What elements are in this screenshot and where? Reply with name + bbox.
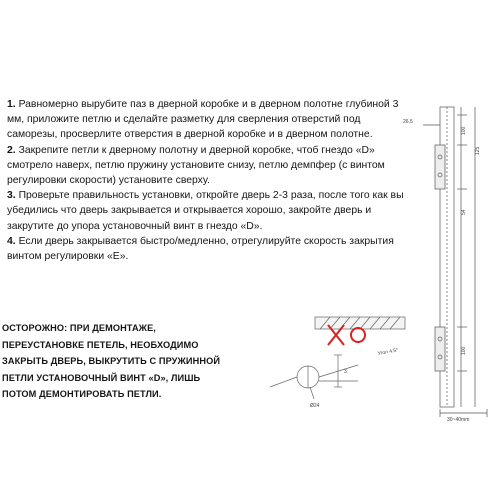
diameter-label: Ø24 — [310, 403, 320, 409]
angle-label: Угол 4.5° — [377, 347, 399, 357]
step-number: 3. — [7, 190, 16, 202]
warning-line: ПОТОМ ДЕМОНТИРОВАТЬ ПЕТЛИ. — [2, 389, 162, 400]
step-number: 1. — [7, 99, 16, 110]
warning-note — [2, 320, 252, 403]
step-text: Равномерно вырубите паз в дверной коробке и в дверном полотне глубиной 3 мм, приложите петлю и сделайте разметку для сверления отверстий под саморезы, просверлите отверстия в дверной коробке и в дверном полотне. — [7, 99, 399, 141]
warning-line: ПЕТЛИ УСТАНОВОЧНЫЙ ВИНТ «D», ЛИШЬ — [2, 372, 201, 383]
step-number: 4. — [7, 235, 16, 247]
dim-side-label: 100 — [461, 126, 467, 135]
step-text: Проверьте правильность установки, откройте дверь 2-3 раза, после того как вы убедились что дверь закрывается и открывается хорошо, закройте дверь и закрутите до упора установочный винт в гнездо «D». — [7, 190, 404, 232]
warning-line: ЗАКРЫТЬ ДВЕРЬ, ВЫКРУТИТЬ С ПРУЖИННОЙ — [2, 356, 221, 367]
step-text: Закрепите петли к дверному полотну и дверной коробке, чтоб гнездо «D» смотрело наверх, петлю пружину установите снизу, петлю демпфер (с винтом регулировки скорости) установите сверху. — [7, 144, 385, 187]
dim-side-label: 54 — [461, 209, 467, 215]
step-text: Если дверь закрывается быстро/медленно, отрегулируйте скорость закрытия винтом регулировки «Е». — [7, 235, 394, 263]
dim-side-label: 100 — [461, 346, 467, 355]
warning-line: ПЕРЕУСТАНОВКЕ ПЕТЕЛЬ, НЕОБХОДИМО — [2, 339, 199, 350]
bottom-hinge — [435, 327, 445, 371]
gap-label: 3 — [344, 369, 347, 375]
step-number: 2. — [7, 144, 16, 156]
instruction-step-3 — [7, 188, 405, 234]
warning-line: ОСТОРОЖНО: ПРИ ДЕМОНТАЖЕ, — [2, 323, 156, 333]
dim-bottom-label: 30~40mm — [447, 417, 470, 423]
dim-side-label: 125 — [475, 146, 481, 155]
instruction-step-4 — [7, 234, 405, 264]
hinge-section-diagram — [270, 315, 410, 415]
dim-top-label: 26.5 — [403, 119, 413, 125]
instruction-step-1 — [7, 97, 405, 143]
instructions-list — [7, 97, 405, 264]
hinge-placement-diagram — [395, 95, 500, 425]
instruction-step-2 — [7, 143, 405, 189]
top-hinge — [435, 145, 445, 189]
